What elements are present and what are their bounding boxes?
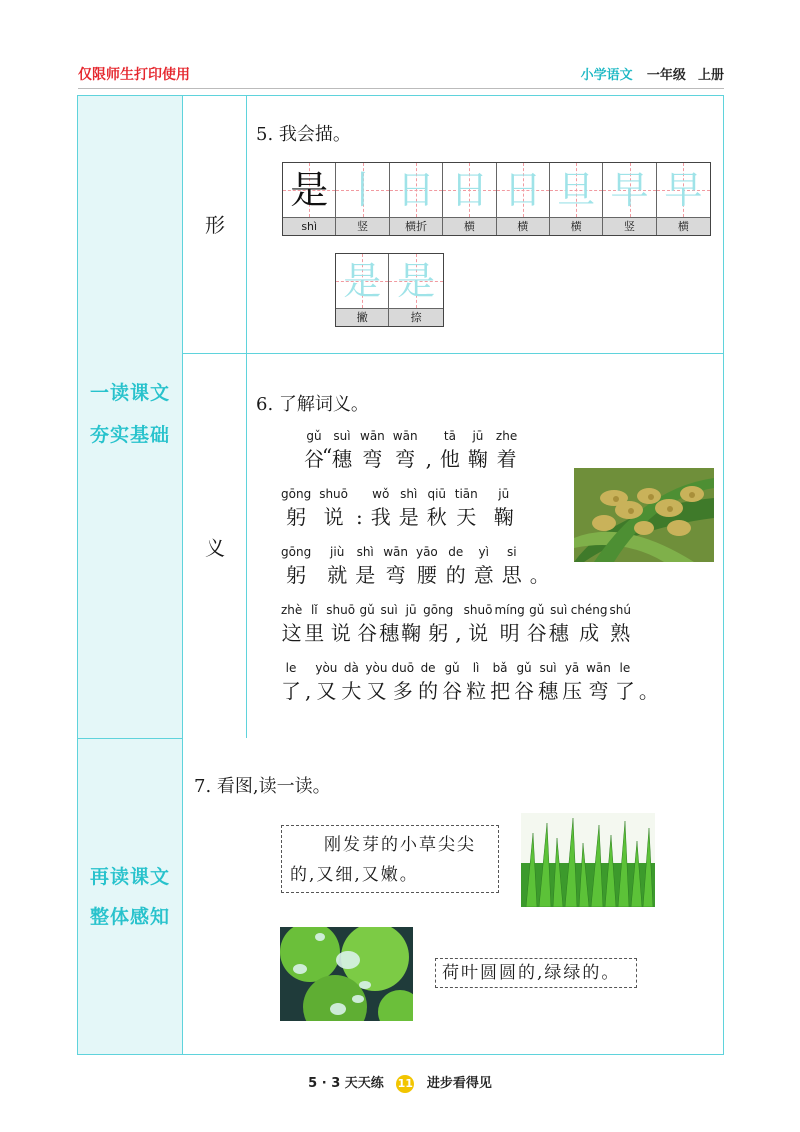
pinyin-char <box>502 544 522 590</box>
grade-label: 一年级 <box>646 68 686 83</box>
pinyin: lǐ <box>310 603 318 617</box>
pinyin: shì <box>356 545 374 559</box>
section-title-line2: 夯实基础 <box>89 424 170 446</box>
grid-cell[interactable] <box>443 163 496 235</box>
pinyin-char <box>514 660 534 706</box>
pinyin-char <box>455 602 461 648</box>
pinyin-char <box>474 544 494 590</box>
pinyin: shì <box>400 487 418 501</box>
pinyin: gōng <box>281 545 312 559</box>
trace-character: 丨 <box>343 168 382 212</box>
pinyin-char <box>332 428 352 474</box>
grid-cell[interactable] <box>657 163 710 235</box>
hanzi: 把 <box>490 679 511 703</box>
hanzi: 又 <box>366 679 387 703</box>
hanzi: 是 <box>355 563 376 587</box>
pinyin-char <box>468 428 488 474</box>
hanzi: 着 <box>496 447 517 471</box>
pinyin: shú <box>609 603 631 617</box>
hanzi: , <box>455 621 462 645</box>
hanzi: 秋 <box>426 505 447 529</box>
pinyin-char <box>315 660 337 706</box>
hanzi: 大 <box>341 679 362 703</box>
hanzi: 的 <box>418 679 439 703</box>
hanzi: 穗 <box>332 447 352 471</box>
pinyin: yòu <box>365 661 388 675</box>
passage-line <box>281 486 522 532</box>
pinyin: si <box>506 545 517 559</box>
stroke-label: shì <box>283 217 335 235</box>
pinyin: le <box>619 661 631 675</box>
hanzi: 躬 <box>286 563 307 587</box>
trace-character: 旦 <box>557 168 596 212</box>
pinyin: jiù <box>330 545 345 559</box>
hanzi: 他 <box>439 447 460 471</box>
pinyin: wān <box>392 429 418 443</box>
pinyin: gǔ <box>444 661 460 675</box>
pinyin-char <box>305 660 311 706</box>
q5-title: 5. 我会描。 <box>256 124 351 145</box>
term-label: 上册 <box>697 68 724 83</box>
hanzi: 这 <box>281 621 302 645</box>
pinyin: yì <box>478 545 489 559</box>
pinyin-char <box>281 660 301 706</box>
hanzi: 弯 <box>395 447 416 471</box>
stroke-label: 撇 <box>336 308 388 326</box>
pinyin-char <box>586 660 611 706</box>
hanzi: 里 <box>304 621 325 645</box>
hanzi: 穗 <box>538 679 559 703</box>
pinyin-char <box>464 602 493 648</box>
pinyin-char <box>326 602 355 648</box>
hanzi: 明 <box>499 621 520 645</box>
pinyin: suì <box>539 661 557 675</box>
trace-character: 日 <box>396 168 435 212</box>
stroke-label: 竖 <box>336 217 388 235</box>
pinyin-char <box>304 428 324 474</box>
pinyin-char <box>466 660 486 706</box>
pinyin-char <box>319 486 348 532</box>
pinyin-char <box>281 602 302 648</box>
pinyin: tiān <box>454 487 478 501</box>
hanzi: 躬 <box>428 621 449 645</box>
pinyin: gǔ <box>516 661 532 675</box>
footer-brand: 5 · 3 天天练 <box>308 1076 384 1091</box>
pinyin: gǔ <box>529 603 545 617</box>
pinyin-char <box>341 660 361 706</box>
pinyin-char <box>281 544 311 590</box>
hanzi: 鞠 <box>467 447 488 471</box>
pinyin: jū <box>498 487 510 501</box>
hanzi: 躬 <box>286 505 307 529</box>
pinyin-char <box>442 660 462 706</box>
pinyin-char <box>490 660 510 706</box>
pinyin-char <box>562 660 582 706</box>
pinyin: jū <box>405 603 417 617</box>
pinyin: yāo <box>415 545 438 559</box>
grid-cell[interactable] <box>497 163 550 235</box>
pinyin-char <box>446 544 466 590</box>
pinyin: shuō <box>463 603 493 617</box>
pinyin: le <box>285 661 297 675</box>
hanzi: 意 <box>473 563 494 587</box>
pinyin-char <box>360 428 385 474</box>
hanzi: 的 <box>445 563 466 587</box>
pinyin-char <box>610 602 631 648</box>
pinyin-char <box>355 544 375 590</box>
pinyin-char <box>549 602 569 648</box>
open-quote: “ <box>322 444 333 468</box>
hanzi: 压 <box>562 679 583 703</box>
stroke-label: 横折 <box>390 217 442 235</box>
hanzi: 天 <box>456 505 477 529</box>
text-box-lotus: 荷叶圆圆的,绿绿的。 <box>435 958 637 988</box>
form-label: 形 <box>205 213 225 237</box>
pinyin: zhe <box>495 429 518 443</box>
hanzi: 成 <box>579 621 600 645</box>
pinyin-char <box>416 544 438 590</box>
hanzi: , <box>425 447 432 471</box>
pinyin: shuō <box>326 603 356 617</box>
section-title-line1: 再读课文 <box>89 866 170 888</box>
hanzi: 穗 <box>379 621 400 645</box>
pinyin: shuō <box>319 487 348 501</box>
pinyin: gōng <box>281 487 312 501</box>
pinyin: gǔ <box>359 603 375 617</box>
pinyin: yā <box>564 661 580 675</box>
section-title-line2: 整体感知 <box>89 906 170 928</box>
pinyin: wān <box>383 545 408 559</box>
grid-cell[interactable] <box>389 254 442 326</box>
pinyin-char <box>494 602 524 648</box>
pinyin-char <box>426 428 432 474</box>
hanzi: 谷 <box>442 679 463 703</box>
trace-character: 日 <box>503 168 542 212</box>
model-character: 是 <box>290 168 329 212</box>
hanzi: 。 <box>529 563 550 587</box>
pinyin-char <box>371 486 391 532</box>
hanzi: 思 <box>501 563 522 587</box>
hanzi: 说 <box>468 621 489 645</box>
pinyin: tā <box>443 429 456 443</box>
subject-label: 小学语文 <box>580 68 633 83</box>
grid-cell[interactable] <box>283 163 336 235</box>
lotus-leaf-image <box>280 927 413 1021</box>
pinyin: wān <box>586 661 611 675</box>
q7-title: 7. 看图,读一读。 <box>194 776 331 797</box>
trace-character: 是 <box>343 259 382 303</box>
pinyin-char <box>391 660 414 706</box>
pinyin-char <box>401 602 421 648</box>
hanzi: 弯 <box>588 679 609 703</box>
hanzi: 了 <box>281 679 301 703</box>
hanzi: 鞠 <box>401 621 422 645</box>
hanzi: , <box>305 679 312 703</box>
hanzi: 熟 <box>610 621 631 645</box>
pinyin-char <box>379 602 399 648</box>
pinyin: míng <box>494 603 525 617</box>
hanzi: 多 <box>392 679 413 703</box>
q6-title: 6. 了解词义。 <box>256 394 369 415</box>
pinyin: duō <box>391 661 415 675</box>
pinyin: chéng <box>570 603 608 617</box>
pinyin-char <box>304 602 324 648</box>
pinyin-char <box>639 660 659 706</box>
stroke-label: 横 <box>443 217 495 235</box>
page-number: 11 <box>396 1075 414 1093</box>
tracing-grid <box>282 162 711 236</box>
pinyin-char <box>530 544 550 590</box>
stroke-label: 横 <box>550 217 602 235</box>
pinyin: jū <box>472 429 484 443</box>
pinyin: suì <box>550 603 568 617</box>
pinyin: gōng <box>423 603 454 617</box>
tracing-grid-2 <box>335 253 444 327</box>
pinyin: gǔ <box>306 429 322 443</box>
pinyin: dà <box>343 661 359 675</box>
passage-line <box>281 544 558 590</box>
pinyin-char <box>427 486 447 532</box>
stroke-label: 横 <box>657 217 710 235</box>
pinyin-char <box>494 486 514 532</box>
pinyin-char <box>418 660 438 706</box>
pinyin-char <box>393 428 418 474</box>
hanzi: 又 <box>316 679 337 703</box>
pinyin-char <box>399 486 419 532</box>
grid-cell[interactable] <box>603 163 656 235</box>
hanzi: 谷 <box>514 679 535 703</box>
pinyin-char <box>496 428 517 474</box>
meaning-label: 义 <box>205 536 225 560</box>
pinyin: suì <box>333 429 351 443</box>
pinyin-char <box>527 602 547 648</box>
hanzi: 了 <box>614 679 635 703</box>
book-info <box>581 64 724 83</box>
grass-text-line2: 的,又细,又嫩。 <box>290 865 419 885</box>
pinyin-char <box>440 428 460 474</box>
pinyin: suì <box>380 603 398 617</box>
hanzi: 弯 <box>362 447 383 471</box>
grid-cell[interactable] <box>550 163 603 235</box>
section-title-line1: 一读课文 <box>89 382 170 404</box>
footer-slogan: 进步看得见 <box>426 1076 492 1091</box>
pinyin-char <box>357 602 377 648</box>
footer <box>0 1072 800 1093</box>
hanzi: 我 <box>370 505 391 529</box>
hanzi: 鞠 <box>493 505 514 529</box>
grass-image <box>521 813 655 907</box>
pinyin-char <box>538 660 558 706</box>
pinyin: wǒ <box>372 487 390 501</box>
pinyin: de <box>448 545 464 559</box>
hanzi: 说 <box>330 621 351 645</box>
pinyin-char <box>423 602 453 648</box>
hanzi: 说 <box>323 505 344 529</box>
grid-cell[interactable] <box>390 163 443 235</box>
hanzi: 。 <box>638 679 659 703</box>
trace-character: 日 <box>450 168 489 212</box>
stroke-label: 捺 <box>389 308 442 326</box>
passage-line <box>281 602 633 648</box>
text-box-grass <box>281 825 499 893</box>
pinyin-char <box>327 544 347 590</box>
hanzi: 粒 <box>466 679 487 703</box>
grid-cell[interactable] <box>336 163 389 235</box>
pinyin-char <box>455 486 478 532</box>
pinyin: de <box>420 661 436 675</box>
stroke-label: 竖 <box>603 217 655 235</box>
millet-image <box>574 468 714 562</box>
hanzi: 穗 <box>548 621 569 645</box>
hanzi: 弯 <box>385 563 406 587</box>
pinyin-char <box>571 602 608 648</box>
stroke-label: 横 <box>497 217 549 235</box>
pinyin: zhè <box>281 603 303 617</box>
trace-character: 早 <box>610 168 649 212</box>
pinyin-char <box>383 544 408 590</box>
pinyin: lì <box>472 661 480 675</box>
grid-cell[interactable] <box>336 254 389 326</box>
pinyin: bǎ <box>492 661 508 675</box>
pinyin: wān <box>360 429 385 443</box>
print-note: 仅限师生打印使用 <box>78 67 190 83</box>
hanzi: : <box>356 505 363 529</box>
pinyin-char <box>615 660 635 706</box>
hanzi: 腰 <box>416 563 437 587</box>
pinyin: qiū <box>427 487 447 501</box>
grass-text-line1: 刚发芽的小草尖尖 <box>324 835 476 855</box>
hanzi: 就 <box>327 563 348 587</box>
pinyin-char <box>365 660 387 706</box>
hanzi: 谷 <box>304 447 324 471</box>
hanzi: 谷 <box>526 621 547 645</box>
pinyin-char <box>281 486 311 532</box>
hanzi: 是 <box>398 505 419 529</box>
trace-character: 是 <box>397 259 436 303</box>
passage-line <box>281 660 663 706</box>
header-divider <box>78 88 724 89</box>
pinyin: yòu <box>315 661 338 675</box>
trace-character: 早 <box>664 168 703 212</box>
hanzi: 谷 <box>357 621 378 645</box>
pinyin-char <box>356 486 363 532</box>
